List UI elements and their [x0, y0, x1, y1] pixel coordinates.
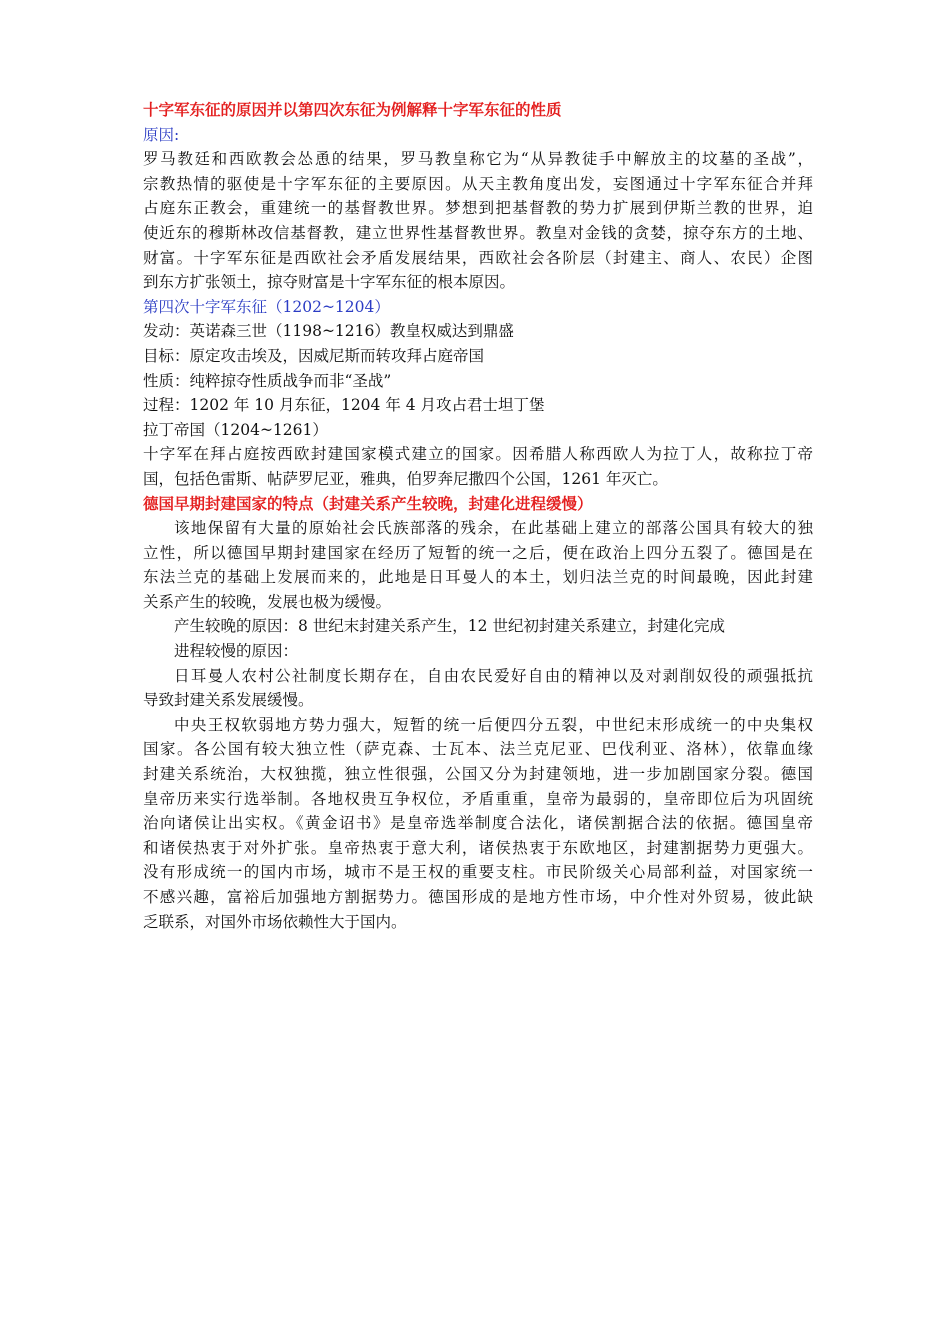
reason-line: 宗教热情的驱使是十字军东征的主要原因。从天主教角度出发，妄图通过十字军东征合并拜: [143, 174, 813, 193]
fourth-crusade-items: [143, 319, 813, 442]
germany-line: 东法兰克的基础上发展而来的，此地是日耳曼人的本土，划归法兰克的时间最晚，因此封建: [143, 568, 813, 587]
germany-line: 没有形成统一的国内市场，城市不是王权的重要支柱。市民阶级关心局部利益，对国家统一: [143, 863, 813, 882]
reason-line: 财富。十字军东征是西欧社会矛盾发展结果，西欧社会各阶层（封建主、商人、农民）企图: [143, 248, 813, 267]
fourth-crusade-item: 过程：1202 年 10 月东征，1204 年 4 月攻占君士坦丁堡: [143, 396, 545, 415]
slow-reason-heading: 进程较慢的原因：: [174, 642, 299, 661]
latin-line: 十字军在拜占庭按西欧封建国家模式建立的国家。因希腊人称西欧人为拉丁人，故称拉丁帝: [143, 445, 813, 464]
late-reason: 产生较晚的原因：8 世纪末封建关系产生，12 世纪初封建关系建立，封建化完成: [174, 617, 725, 636]
germany-line: 日耳曼人农村公社制度长期存在，自由农民爱好自由的精神以及对剥削奴役的顽强抵抗: [174, 666, 813, 685]
germany-line: 中央王权软弱地方势力强大，短暂的统一后便四分五裂，中世纪末形成统一的中央集权: [174, 715, 813, 734]
reason-paragraph: [143, 147, 813, 295]
germany-line: 国家。各公国有较大独立性（萨克森、士瓦本、法兰克尼亚、巴伐利亚、洛林），依靠血缘: [143, 740, 813, 759]
germany-line: 该地保留有大量的原始社会氏族部落的残余，在此基础上建立的部落公国具有较大的独: [174, 519, 813, 538]
germany-line: 封建关系统治，大权独揽，独立性很强，公国又分为封建领地，进一步加剧国家分裂。德国: [143, 765, 813, 784]
fourth-crusade-item: 拉丁帝国（1204~1261）: [143, 420, 328, 439]
germany-line: 不感兴趣，富裕后加强地方割据势力。德国形成的是地方性市场，中介性对外贸易，彼此缺: [143, 888, 813, 906]
germany-line: 皇帝历来实行选举制。各地权贵互争权位，矛盾重重，皇帝为最弱的，皇帝即位后为巩固统: [143, 789, 813, 808]
germany-paragraph-3: [143, 713, 813, 934]
fourth-crusade-heading: 第四次十字军东征（1202~1204）: [143, 297, 390, 316]
germany-paragraph-1: [143, 516, 813, 614]
germany-line: 乏联系，对国外市场依赖性大于国内。: [143, 912, 407, 931]
latin-empire-paragraph: [143, 442, 813, 491]
reason-line: 罗马教廷和西欧教会怂恿的结果，罗马教皇称它为“从异教徒手中解放主的坟墓的圣战”，: [143, 150, 813, 169]
germany-heading: 德国早期封建国家的特点（封建关系产生较晚，封建化进程缓慢）: [143, 493, 593, 513]
germany-line: 立性，所以德国早期封建国家在经历了短暂的统一之后，便在政治上四分五裂了。德国是在: [143, 543, 813, 562]
fourth-crusade-item: 目标：原定攻击埃及，因威尼斯而转攻拜占庭帝国: [143, 346, 485, 365]
reason-line: 到东方扩张领土，掠夺财富是十字军东征的根本原因。: [143, 273, 516, 292]
germany-paragraph-2: [143, 664, 813, 713]
germany-line: 和诸侯热衷于对外扩张。皇帝热衷于意大利，诸侯热衷于东欧地区，封建割据势力更强大。: [143, 838, 813, 857]
fourth-crusade-item: 发动：英诺森三世（1198~1216）教皇权威达到鼎盛: [143, 322, 514, 341]
reason-heading: 原因:: [143, 125, 180, 144]
fourth-crusade-item: 性质：纯粹掠夺性质战争而非“圣战”: [143, 371, 392, 390]
germany-line: 导致封建关系发展缓慢。: [143, 691, 314, 710]
germany-line: 治向诸侯让出实权。《黄金诏书》是皇帝选举制度合法化，诸侯割据合法的依据。德国皇帝: [143, 814, 813, 833]
reason-line: 使近东的穆斯林改信基督教，建立世界性基督教世界。教皇对金钱的贪婪，掠夺东方的土地、: [143, 223, 813, 242]
document-page: [143, 98, 813, 934]
document-title: 十字军东征的原因并以第四次东征为例解释十字军东征的性质: [143, 100, 562, 119]
reason-line: 占庭东正教会，重建统一的基督教世界。梦想到把基督教的势力扩展到伊斯兰教的世界，迫: [143, 199, 813, 218]
latin-line: 国，包括色雷斯、帖萨罗尼亚，雅典，伯罗奔尼撒四个公国，1261 年灭亡。: [143, 469, 668, 488]
germany-line: 关系产生的较晚，发展也极为缓慢。: [143, 592, 392, 611]
